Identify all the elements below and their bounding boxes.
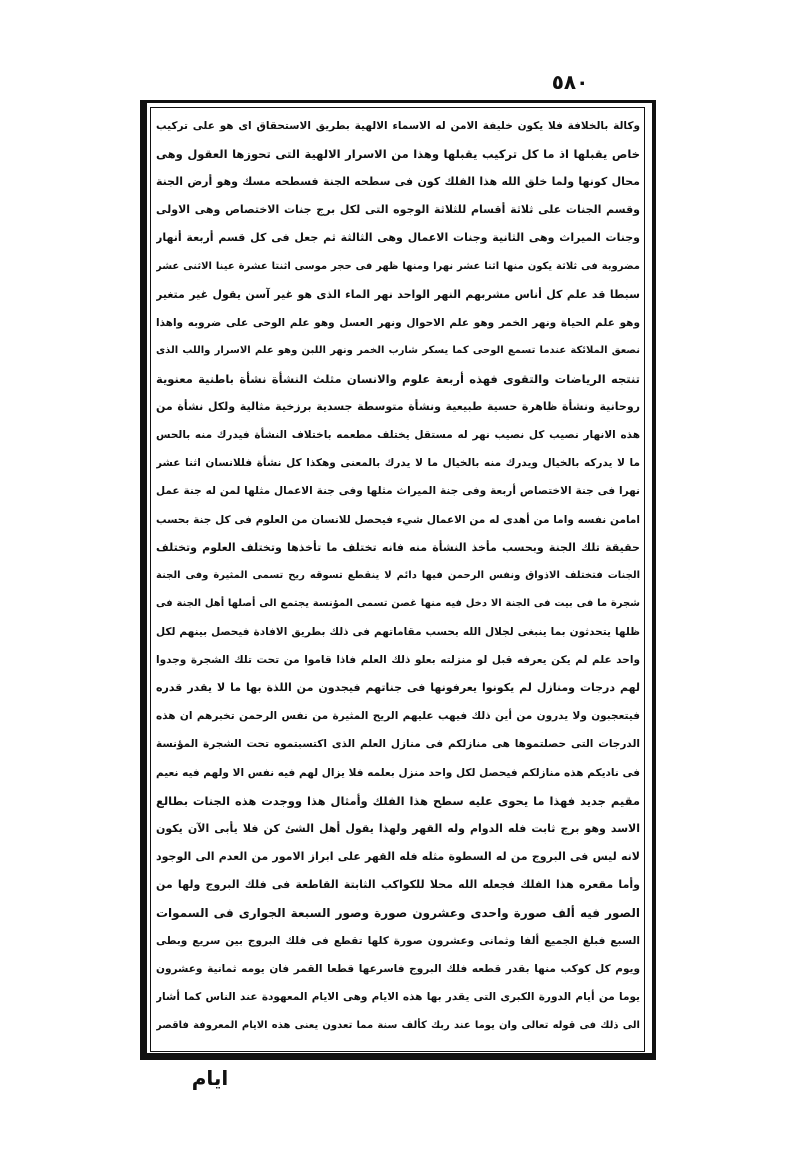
text-line: وأما مقعره هذا الفلك فجعله الله محلا للكواكب الثابتة القاطعة فى فلك البروج ولها من (156, 877, 640, 891)
text-line: الى ذلك فى قوله تعالى وان يوما عند ربك كألف سنة مما تعدون يعنى هذه الايام المعروفة فاقصر (156, 1019, 640, 1031)
text-line: ظلها يتحدثون بما ينبغى لجلال الله بحسب مقاماتهم فى ذلك بطريق الافادة فيحصل بينهم لكل (156, 625, 640, 638)
text-line: لانه ليس فى البروج من له السطوة مثله فله القهر على ابراز الامور من العدم الى الوجود (156, 849, 640, 863)
text-line: شجرة ما فى بيت فى الجنة الا دخل فيه منها غصن تسمى المؤنسة يجتمع الى أصلها أهل الجنة فى (156, 597, 640, 609)
text-line: لهم درجات ومنازل لم يكونوا يعرفونها فى جناتهم فيجدون من اللذة بها ما لا يقدر قدره (156, 681, 640, 695)
text-line: مضروبة فى ثلاثة يكون منها اثنا عشر نهرا ومنها ظهر فى حجر موسى اثنتا عشرة عينا الاثنى عشر (156, 260, 640, 272)
text-line: حقيقة تلك الجنة وبحسب مأخذ النشأة منه فانه تختلف ما تأخذها وتختلف العلوم وتختلف (156, 540, 640, 554)
text-line: وهو علم الحياة ونهر الخمر وهو علم الاحوال ونهر العسل وهو علم الوحى على ضروبه واهذا (156, 316, 640, 329)
text-line: نهرا فى جنة الاختصاص أربعة وفى جنة الميراث مثلها وفى جنة الاعمال مثلها لمن له جنة عمل (156, 485, 640, 498)
text-line: يوما من أيام الدورة الكبرى التى يقدر بها هذه الايام وهى الايام المعهودة عند الناس كما أشار (156, 991, 640, 1004)
body-text (156, 112, 640, 1040)
text-line: الصور فيه ألف صورة واحدى وعشرون صورة وصور السبعة الجوارى فى السموات (156, 906, 640, 921)
text-line: السبع فبلغ الجميع ألفا وثمانى وعشرون صورة كلها تقطع فى فلك البروج بين سريع وبطى (156, 935, 640, 948)
text-line: وجنات الميراث وهى الثانية وجنات الاعمال وهى الثالثة ثم جعل فى كل قسم أربعة أنهار (156, 231, 640, 245)
catchword: ايام (191, 1066, 229, 1090)
text-line: وقسم الجنات على ثلاثة أقسام للثلاثة الوجوه التى لكل برج جنات الاختصاص وهى الاولى (156, 203, 640, 217)
text-line: روحانية ونشأة ظاهرة حسية طبيعية ونشأة متوسطة جسدية برزخية مثالية ولكل نشأة من (156, 400, 640, 414)
text-line: سبطا قد علم كل أناس مشربهم النهر الواحد نهر الماء الذى هو غير آسن يقول غير متغير (156, 287, 640, 301)
text-line: الدرجات التى حصلتموها هى منازلكم فى منازل العلم الذى اكتسبتموه تحت الشجرة المؤنسة (156, 738, 640, 751)
text-line: مقيم جديد فهذا ما يحوى عليه سطح هذا الفلك وأمثال هذا ووجدت هذه الجنات بطالع (156, 793, 640, 808)
text-line: وكالة بالخلافة فلا يكون خليفة الامن له الاسماء الالهية بطريق الاستحقاق اى هو على تركيب (156, 120, 640, 132)
text-line: امامن نفسه واما من أهدى له من الاعمال شيء فيحصل للانسان من العلوم فى كل جنة بحسب (156, 513, 640, 526)
text-line: هذه الانهار نصيب كل نصيب نهر له مستقل يختلف مطعمه باختلاف النشأة فيدرك منه بالحس (156, 429, 640, 442)
text-line: ما لا يدركه بالخيال ويدرك منه بالخيال ما لا يدرك بالمعنى وهكذا كل نشأة فللانسان اثنا عشر (156, 457, 640, 470)
text-line: نصعق الملائكة عندما تسمع الوحى كما يسكر شارب الخمر ونهر اللبن وهو علم الاسرار واللب الذى (156, 344, 640, 356)
text-line: محال كونها ولما خلق الله هذا الفلك كون فى سطحه الجنة فسطحه مسك وهو أرض الجنة (156, 175, 640, 189)
text-line: الجنات فتختلف الاذواق ونفس الرحمن فيها دائم لا ينقطع تسوقه ريح تسمى المثيرة وفى الجنة (156, 569, 640, 581)
text-line: فيتعجبون ولا يدرون من أين ذلك فيهب عليهم الريح المثيرة من نفس الرحمن تخبرهم ان هذه (156, 710, 640, 723)
text-line: فى ناديكم هذه منازلكم فيحصل لكل واحد منزل بعلمه فلا يزال لهم فيه نفس الا ولهم فيه نعيم (156, 766, 640, 779)
text-line: ويوم كل كوكب منها بقدر قطعه فلك البروج فاسرعها قطعا القمر فان يومه ثمانية وعشرون (156, 963, 640, 976)
page-number: ٥٨٠ (551, 70, 589, 94)
text-line: الاسد وهو برج ثابت فله الدوام وله القهر ولهذا يقول أهل الشئ كن فلا يأبى الآن يكون (156, 821, 640, 835)
text-line: واحد علم لم يكن يعرفه قبل لو منزلته بعلو ذلك العلم فاذا قاموا من تحت تلك الشجرة وجدوا (156, 654, 640, 667)
text-line: تنتجه الرياضات والتقوى فهذه أربعة علوم والانسان مثلث النشأة نشأة باطنية معنوية (156, 371, 640, 386)
text-line: خاص يقبلها اذ ما كل تركيب يقبلها وهذا من الاسرار الالهية التى تحوزها العقول وهى (156, 147, 640, 162)
